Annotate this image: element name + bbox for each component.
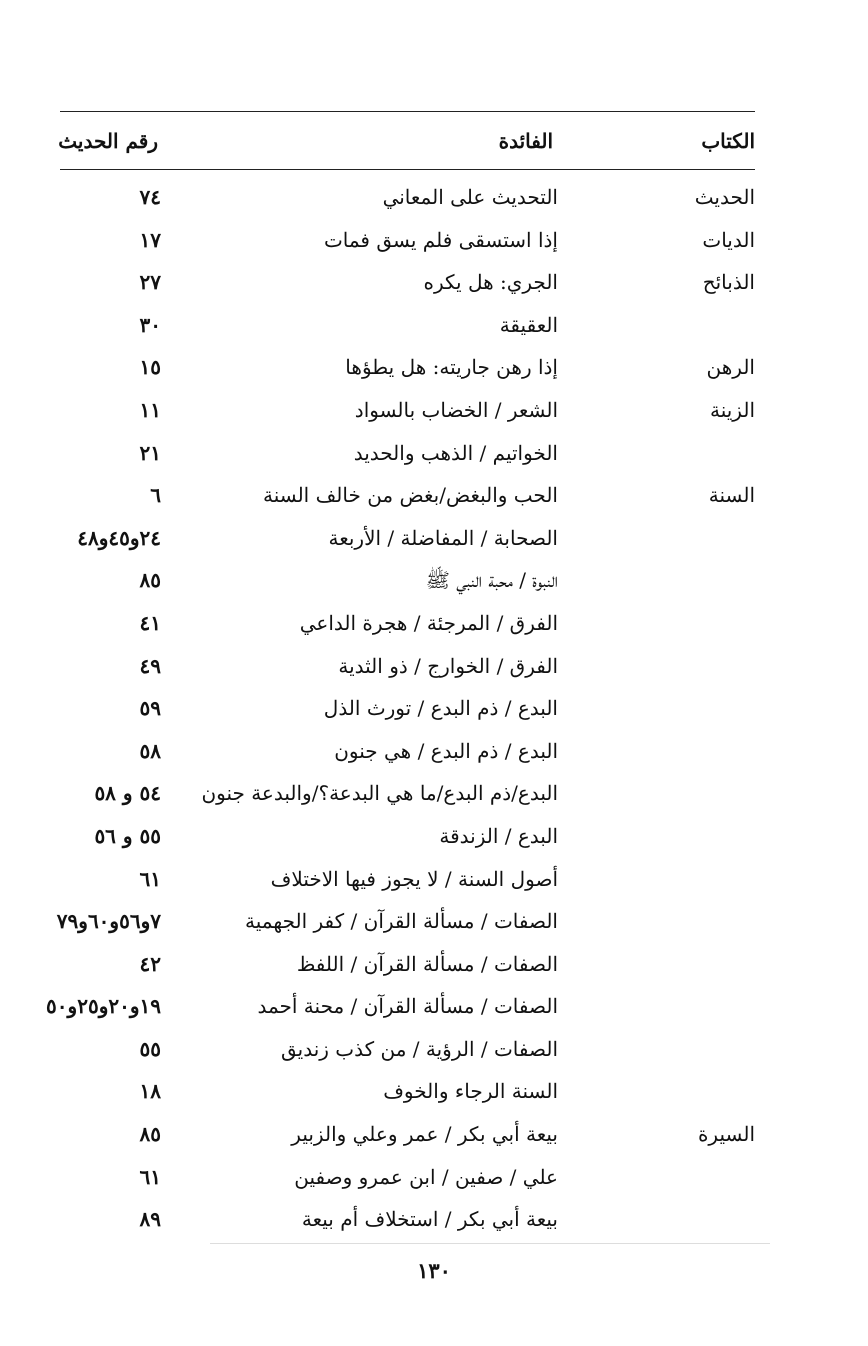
- table-row: [0, 1113, 868, 1156]
- table-row: [0, 1156, 868, 1199]
- cell-book: الرهن: [706, 355, 755, 380]
- cell-number: ٦١: [139, 866, 161, 891]
- table-row: [0, 389, 868, 432]
- cell-book: الذبائح: [702, 270, 755, 295]
- table-row: [0, 602, 868, 645]
- footer-divider: [210, 1243, 770, 1244]
- cell-benefit: علي / صفين / ابن عمرو وصفين: [294, 1164, 558, 1189]
- cell-book: السيرة: [697, 1122, 755, 1147]
- table-row: [0, 943, 868, 986]
- table-row: [0, 900, 868, 943]
- table-row: [0, 1028, 868, 1071]
- cell-number: ٦١: [139, 1164, 161, 1189]
- top-rule: [60, 111, 755, 112]
- cell-benefit: الشعر / الخضاب بالسواد: [354, 397, 558, 422]
- table-row: [0, 772, 868, 815]
- table-row: [0, 815, 868, 858]
- cell-number: ٢٧: [139, 270, 161, 295]
- index-table: [0, 176, 868, 1241]
- cell-benefit: البدع / ذم البدع / تورث الذل: [323, 696, 558, 721]
- cell-book: الديات: [702, 227, 755, 252]
- cell-number: ١١: [139, 397, 161, 422]
- cell-benefit: الصفات / مسألة القرآن / اللفظ: [296, 951, 558, 976]
- cell-benefit: بيعة أبي بكر / عمر وعلي والزبير: [291, 1122, 558, 1147]
- cell-number: ١٧: [139, 227, 161, 252]
- cell-number: ٨٩: [139, 1207, 161, 1232]
- table-row: [0, 346, 868, 389]
- cell-benefit: الحب والبغض/بغض من خالف السنة: [262, 483, 558, 508]
- cell-number: ٥٨: [139, 738, 161, 763]
- cell-number: ٤١: [139, 610, 161, 635]
- table-row: [0, 687, 868, 730]
- cell-benefit: السنة الرجاء والخوف: [383, 1079, 558, 1104]
- cell-benefit: الخواتيم / الذهب والحديد: [353, 440, 558, 465]
- cell-benefit: الصحابة / المفاضلة / الأربعة: [328, 525, 558, 550]
- cell-number: ١٨: [139, 1079, 161, 1104]
- cell-number: ٥٥: [139, 1036, 161, 1061]
- table-row: [0, 1070, 868, 1113]
- cell-benefit: البدع / الزندقة: [439, 823, 558, 848]
- table-row: [0, 219, 868, 262]
- header-number: رقم الحديث: [58, 129, 158, 153]
- table-row: [0, 432, 868, 475]
- header-book: الكتاب: [701, 129, 755, 153]
- cell-benefit: إذا استسقى فلم يسق فمات: [323, 227, 558, 252]
- cell-benefit: بيعة أبي بكر / استخلاف أم بيعة: [301, 1207, 558, 1232]
- cell-number: ٥٥ و ٥٦: [94, 823, 161, 848]
- table-row: [0, 261, 868, 304]
- table-row: [0, 645, 868, 688]
- cell-book: الحديث: [694, 185, 755, 209]
- cell-number: ٧٤: [139, 185, 161, 209]
- cell-book: الزينة: [709, 397, 755, 422]
- cell-benefit: التحديث على المعاني: [382, 185, 558, 209]
- cell-benefit: إذا رهن جاريته: هل يطؤها: [345, 355, 558, 380]
- cell-number: ٢٤و٤٥و٤٨: [77, 525, 161, 550]
- table-row: [0, 559, 868, 602]
- cell-number: ٤٩: [139, 653, 161, 678]
- cell-benefit: الجري: هل يكره: [423, 270, 558, 295]
- header-benefit: الفائدة: [498, 129, 553, 153]
- table-row: [0, 730, 868, 773]
- cell-benefit: الفرق / الخوارج / ذو الثدية: [338, 653, 558, 678]
- cell-number: ٢١: [139, 440, 161, 465]
- table-row: [0, 474, 868, 517]
- cell-benefit: الصفات / الرؤية / من كذب زنديق: [280, 1036, 558, 1061]
- page-number: ١٣٠: [417, 1258, 451, 1283]
- cell-book: السنة: [708, 483, 755, 508]
- cell-number: ١٥: [139, 355, 161, 380]
- cell-number: ٥٤ و ٥٨: [94, 781, 161, 806]
- cell-benefit: النبوة / محبة النبي ﷺ: [425, 568, 558, 593]
- cell-number: ٦: [150, 483, 161, 508]
- cell-benefit: البدع / ذم البدع / هي جنون: [334, 738, 558, 763]
- cell-number: ١٩و٢٠و٢٥و٥٠: [46, 994, 161, 1019]
- table-row: [0, 176, 868, 219]
- table-row: [0, 304, 868, 347]
- header-rule: [60, 169, 755, 170]
- table-row: [0, 517, 868, 560]
- table-row: [0, 858, 868, 901]
- cell-benefit: أصول السنة / لا يجوز فيها الاختلاف: [270, 866, 558, 891]
- cell-number: ٨٥: [139, 568, 161, 593]
- cell-benefit: الصفات / مسألة القرآن / كفر الجهمية: [245, 909, 558, 934]
- cell-benefit: العقيقة: [499, 312, 558, 337]
- cell-number: ٥٩: [139, 696, 161, 721]
- cell-number: ٧و٥٦و٦٠و٧٩: [56, 909, 161, 934]
- cell-number: ٨٥: [139, 1122, 161, 1147]
- table-row: [0, 1198, 868, 1241]
- cell-number: ٣٠: [139, 312, 161, 337]
- table-row: [0, 985, 868, 1028]
- cell-benefit: الفرق / المرجئة / هجرة الداعي: [299, 610, 558, 635]
- cell-benefit: الصفات / مسألة القرآن / محنة أحمد: [257, 994, 558, 1019]
- cell-number: ٤٢: [139, 951, 161, 976]
- cell-benefit: البدع/ذم البدع/ما هي البدعة؟/والبدعة جنون: [201, 781, 558, 806]
